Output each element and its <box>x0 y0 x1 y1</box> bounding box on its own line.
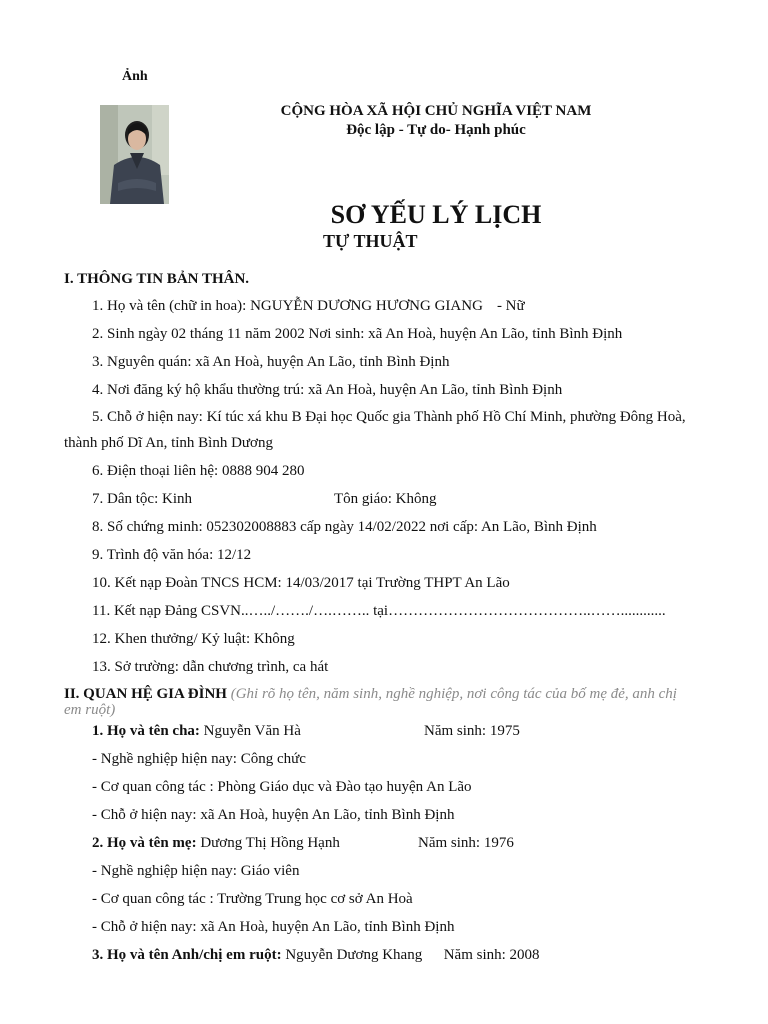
father-job: - Nghề nghiệp hiện nay: Công chức <box>92 751 306 767</box>
father-label: 1. Họ và tên cha: <box>92 723 200 739</box>
mother-job: - Nghề nghiệp hiện nay: Giáo viên <box>92 863 300 879</box>
sibling-name: Nguyễn Dương Khang <box>285 947 423 963</box>
section-2-note: (Ghi rõ họ tên, năm sinh, nghề nghiệp, nơi công tác của bố mẹ đẻ, anh chị em ruột) <box>64 686 677 718</box>
item-8: 8. Số chứng minh: 052302008883 cấp ngày 14/02/2022 nơi cấp: An Lão, Bình Định <box>92 519 597 535</box>
mother-work: - Cơ quan công tác : Trường Trung học cơ sở An Hoà <box>92 891 413 907</box>
item-3: 3. Nguyên quán: xã An Hoà, huyện An Lão, tỉnh Bình Định <box>92 354 450 370</box>
nation-motto: Độc lập - Tự do- Hạnh phúc <box>346 122 526 138</box>
mother-name-row <box>92 835 514 852</box>
sibling-label: 3. Họ và tên Anh/chị em ruột: <box>92 947 282 963</box>
father-work: - Cơ quan công tác : Phòng Giáo dục và Đào tạo huyện An Lão <box>92 779 472 795</box>
section-2-title: II. QUAN HỆ GIA ĐÌNH <box>64 686 227 702</box>
father-birth: Năm sinh: 1975 <box>424 723 520 739</box>
item-4: 4. Nơi đăng ký hộ khẩu thường trú: xã An Hoà, huyện An Lão, tỉnh Bình Định <box>92 382 563 398</box>
national-heading <box>0 102 768 140</box>
section-1-heading: I. THÔNG TIN BẢN THÂN. <box>64 271 250 287</box>
nation-title: CỘNG HÒA XÃ HỘI CHỦ NGHĨA VIỆT NAM <box>280 103 592 119</box>
item-12: 12. Khen thưởng/ Kỷ luật: Không <box>92 631 295 647</box>
item-1-name: 1. Họ và tên (chữ in hoa): NGUYỄN DƯƠNG HƯƠNG GIANG <box>92 298 483 314</box>
item-10: 10. Kết nạp Đoàn TNCS HCM: 14/03/2017 tại Trường THPT An Lão <box>92 575 510 591</box>
item-6: 6. Điện thoại liên hệ: 0888 904 280 <box>92 463 305 479</box>
document-title: SƠ YẾU LÝ LỊCH <box>330 200 542 229</box>
item-13: 13. Sở trường: dẫn chương trình, ca hát <box>92 659 329 675</box>
sibling-row <box>92 947 540 964</box>
father-name-row <box>92 723 520 740</box>
father-name: Nguyễn Văn Hà <box>203 723 301 739</box>
section-2-heading <box>64 686 694 718</box>
item-7-religion: Tôn giáo: Không <box>334 491 437 507</box>
father-address: - Chỗ ở hiện nay: xã An Hoà, huyện An Lão, tỉnh Bình Định <box>92 807 455 823</box>
item-1 <box>92 298 525 315</box>
mother-name: Dương Thị Hồng Hạnh <box>200 835 340 851</box>
document-subtitle: TỰ THUẬT <box>323 231 418 251</box>
mother-label: 2. Họ và tên mẹ: <box>92 835 197 851</box>
mother-birth: Năm sinh: 1976 <box>418 835 514 851</box>
item-11: 11. Kết nạp Đảng CSVN..…../……./….…….. tại…………………………………..……............ <box>92 603 666 619</box>
sibling-birth: Năm sinh: 2008 <box>443 947 540 963</box>
item-7 <box>92 491 437 508</box>
photo-label: Ảnh <box>122 69 148 84</box>
item-9: 9. Trình độ văn hóa: 12/12 <box>92 547 252 563</box>
item-5: 5. Chỗ ở hiện nay: Kí túc xá khu B Đại học Quốc gia Thành phố Hồ Chí Minh, phường Đông Hoà, thành phố Dĩ An, tỉnh Bình Dương <box>64 409 686 451</box>
item-2: 2. Sinh ngày 02 tháng 11 năm 2002 Nơi sinh: xã An Hoà, huyện An Lão, tỉnh Bình Định <box>92 326 623 342</box>
item-7-ethnicity: 7. Dân tộc: Kinh <box>92 491 192 507</box>
item-1-gender: - Nữ <box>496 298 525 314</box>
mother-address: - Chỗ ở hiện nay: xã An Hoà, huyện An Lão, tỉnh Bình Định <box>92 919 455 935</box>
